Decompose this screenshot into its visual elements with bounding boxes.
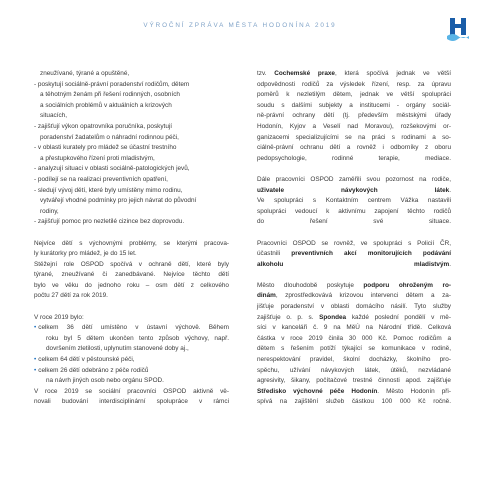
text-segment: Pracovníci OSPOD se rovněž, ve spolupráci s Policií ČR, bbox=[257, 239, 451, 247]
text-segment: ganizacemi specializujícími se na práci s rodinami a so- bbox=[257, 133, 451, 141]
text-line bbox=[257, 355, 451, 366]
text-line bbox=[257, 80, 451, 91]
text-segment: . bbox=[449, 186, 451, 194]
text-line bbox=[34, 387, 229, 398]
text-line bbox=[34, 334, 229, 345]
bold-text: Středisko výchovné péče Hodonín bbox=[257, 387, 378, 395]
text-line bbox=[257, 207, 451, 218]
bold-text: Cochemské praxe bbox=[274, 70, 335, 77]
text-segment: soudu s dalšími subjekty a institucemi - orgány sociál- bbox=[257, 101, 451, 109]
text-line bbox=[34, 122, 229, 133]
text-line bbox=[34, 260, 229, 271]
text-line bbox=[34, 111, 229, 122]
text-line-content: V roce 2019 se sociální pracovníci OSPOD aktivně vě- bbox=[34, 387, 229, 395]
hodonin-logo-icon bbox=[447, 16, 469, 42]
text-line bbox=[34, 291, 229, 302]
text-line-content: dovršením zletilosti, uplynutím stanovené doby aj., bbox=[46, 345, 189, 353]
text-line bbox=[34, 270, 229, 281]
text-segment: agresivity, šikany, počítačové trestné činnosti apod. zajišťuje bbox=[257, 377, 451, 385]
text-line bbox=[257, 334, 451, 345]
text-line-content: - analyzují situaci v oblasti sociálně-patologických jevů, bbox=[34, 165, 190, 173]
text-line bbox=[257, 291, 451, 302]
text-line-content: ly kurátorky pro mládež, je do 15 let. bbox=[34, 250, 137, 258]
text-line bbox=[34, 186, 229, 197]
text-segment: , která spočívá jednak ve větší bbox=[334, 70, 451, 77]
text-line bbox=[34, 90, 229, 101]
text-line-content: - zajišťují pomoc pro nezletilé cizince bez doprovodu. bbox=[34, 218, 185, 226]
text-segment: . bbox=[449, 260, 451, 268]
text-line bbox=[34, 196, 229, 207]
right-column bbox=[257, 69, 451, 408]
text-line-content: celkem 26 dětí odebráno z péče rodičů bbox=[38, 366, 149, 374]
text-line-content: situacích, bbox=[40, 112, 67, 120]
text-line-content: rodiny, bbox=[40, 207, 59, 215]
text-line bbox=[257, 249, 451, 260]
text-line bbox=[34, 323, 229, 334]
text-line bbox=[257, 376, 451, 387]
text-line-content: bylo ve věku do jednoho roku – osm dětí z celkového bbox=[34, 281, 229, 289]
text-line bbox=[34, 80, 229, 91]
text-line-content: - v oblasti kurately pro mládež se účastní trestního bbox=[34, 144, 177, 152]
text-line bbox=[34, 143, 229, 154]
text-line bbox=[257, 323, 451, 334]
text-line bbox=[257, 175, 451, 186]
text-line bbox=[257, 196, 451, 207]
bold-text: alkoholu mladistvým bbox=[257, 260, 450, 268]
text-line bbox=[34, 69, 229, 80]
text-line bbox=[34, 355, 229, 366]
text-line-content: poradenství žadatelům o náhradní rodinnou péči, bbox=[40, 133, 179, 141]
bold-text: preventivních akcí monitorujících podávání bbox=[291, 250, 451, 258]
text-line-content: zneužívané, týrané a opuštěné, bbox=[40, 70, 130, 77]
text-line bbox=[257, 366, 451, 377]
bold-text: dinám bbox=[257, 292, 276, 300]
paragraph-gap bbox=[34, 228, 229, 239]
paragraph-gap bbox=[257, 270, 451, 281]
text-segment: do řešení své situace. bbox=[257, 218, 451, 226]
text-line-content: Nejvíce dětí s výchovnými problémy, se kterými pracova- bbox=[34, 239, 229, 247]
text-line bbox=[257, 217, 451, 228]
text-line bbox=[257, 111, 451, 122]
text-segment: ciálně-právní ochranu dětí a rovněž i odborníky z oboru bbox=[257, 144, 451, 152]
text-line bbox=[257, 313, 451, 324]
text-line bbox=[257, 387, 451, 398]
text-line bbox=[34, 239, 229, 250]
text-line bbox=[34, 344, 229, 355]
bold-text: podporu ohroženým ro- bbox=[363, 281, 451, 289]
text-line bbox=[257, 101, 451, 112]
text-line bbox=[34, 217, 229, 228]
text-segment: spívá na zajištění služeb částkou 100 000 Kč ročně. bbox=[257, 398, 451, 406]
text-line bbox=[257, 90, 451, 101]
bold-text: uživatele návykových látek bbox=[257, 186, 450, 194]
text-line bbox=[257, 69, 451, 80]
text-line-content: V roce 2019 bylo: bbox=[34, 313, 84, 321]
text-line bbox=[257, 281, 451, 292]
text-segment: ně-právní ochrany dětí (tj. především městskými úřady bbox=[257, 112, 451, 120]
text-line bbox=[34, 175, 229, 186]
text-segment: . Město Hodonín při- bbox=[377, 387, 451, 395]
text-segment: Hodonín, Kyjov a Veselí nad Moravou), rozšekovými or- bbox=[257, 122, 451, 130]
text-line bbox=[257, 344, 451, 355]
text-segment: tzv. bbox=[257, 70, 275, 77]
text-segment: jišťuje poradenství v oblasti domácího násilí. Tyto služby bbox=[257, 303, 451, 311]
paragraph-gap bbox=[257, 164, 451, 175]
text-segment: Ve spolupráci s Kontaktním centrem Vážka nastavili bbox=[257, 197, 451, 205]
text-line bbox=[257, 260, 451, 271]
text-line bbox=[34, 376, 229, 387]
text-line bbox=[34, 154, 229, 165]
text-line-content: na návrh jiných osob nebo orgánu SPOD. bbox=[46, 377, 164, 385]
bullet-icon: • bbox=[34, 366, 37, 374]
text-segment: dětem s řešením potíží týkající se komunikace v rodině, bbox=[257, 345, 451, 353]
text-line bbox=[257, 143, 451, 154]
text-segment: spěchu, užívání návykových látek, útěků, nezvládané bbox=[257, 366, 451, 374]
page-header: VÝROČNÍ ZPRÁVA MĚSTA HODONÍNA 2019 bbox=[143, 22, 337, 29]
text-line bbox=[34, 164, 229, 175]
text-line bbox=[34, 281, 229, 292]
paragraph-gap bbox=[34, 302, 229, 313]
text-segment: síci v kanceláři č. 9 na MěÚ na Národní třídě. Celková bbox=[257, 324, 451, 332]
text-line bbox=[34, 101, 229, 112]
text-line-content: - podílejí se na realizaci preventivních opatření, bbox=[34, 175, 168, 183]
text-line bbox=[257, 122, 451, 133]
text-line-content: a těhotným ženám při řešení rodinných, osobních bbox=[40, 91, 180, 99]
text-line-content: celkem 36 dětí umístěno v ústavní výchově. Během bbox=[38, 324, 229, 332]
text-line-content: novali budování interdisciplinární spolupráce v rámci bbox=[34, 398, 229, 406]
text-line bbox=[257, 133, 451, 144]
text-line bbox=[257, 397, 451, 408]
text-segment: zajišťuje o. p. s. bbox=[257, 313, 320, 321]
bullet-icon: • bbox=[34, 324, 37, 332]
left-column bbox=[34, 69, 229, 408]
text-line bbox=[34, 313, 229, 324]
text-segment: , zprostředkovává krizovou intervenci dětem a za- bbox=[275, 292, 451, 300]
text-line bbox=[34, 249, 229, 260]
text-line bbox=[34, 133, 229, 144]
text-line-content: vytvářejí vhodné podmínky pro jejich návrat do původní bbox=[40, 197, 197, 205]
text-line-content: roku byl 5 dětem ukončen tento způsob výchovy, např. bbox=[46, 334, 229, 342]
text-segment: částka v roce 2019 činila 30 000 Kč. Pomoc rodičům a bbox=[257, 334, 451, 342]
text-line-content: a přestupkového řízení proti mladistvým, bbox=[40, 154, 155, 162]
text-line bbox=[257, 154, 451, 165]
text-segment: Dále pracovníci OSPOD zaměřili svou pozornost na rodiče, bbox=[257, 175, 451, 183]
text-line-content: - poskytují sociálně-právní poradenství rodičům, dětem bbox=[34, 80, 190, 88]
text-line-content: Stěžejní role OSPOD spočívá v ochraně dětí, které byly bbox=[34, 260, 229, 268]
text-line bbox=[34, 397, 229, 408]
text-segment: nerespektování pravidel, školní docházky, školního pro- bbox=[257, 356, 451, 364]
text-segment: spolupráci vedoucí k aktivnímu zapojení těchto rodičů bbox=[257, 207, 451, 215]
text-line-content: týrané, zneužívané či zanedbávané. Nejvíce těchto dětí bbox=[34, 271, 229, 279]
text-segment: Město dlouhodobě poskytuje bbox=[257, 281, 364, 289]
text-line bbox=[257, 239, 451, 250]
text-line-content: - sledují vývoj dětí, které byly umístěny mimo rodinu, bbox=[34, 186, 183, 194]
text-segment: účastnili bbox=[257, 250, 292, 258]
text-segment: pedopsychologie, rodinné terapie, mediace. bbox=[257, 154, 451, 162]
text-segment: každé poslední pondělí v mě- bbox=[346, 313, 451, 321]
bullet-icon: • bbox=[34, 356, 37, 364]
bold-text: Spondea bbox=[319, 313, 347, 321]
text-line-content: počtu 27 dětí za rok 2019. bbox=[34, 292, 108, 300]
text-line-content: celkem 64 dětí v pěstounské péči, bbox=[38, 356, 135, 364]
text-line bbox=[34, 366, 229, 377]
text-line bbox=[257, 302, 451, 313]
text-line-content: - zajišťují výkon opatrovníka poručníka, poskytují bbox=[34, 122, 173, 130]
text-line-content: a sociálních problémů v aktuálních a krizových bbox=[40, 101, 172, 109]
text-segment: odpovědnosti rodičů za výsledek řízení, resp. za úpravu bbox=[257, 80, 451, 88]
paragraph-gap bbox=[257, 228, 451, 239]
text-segment: poměrů k nezletilým dětem, jednak ve větší spolupráci bbox=[257, 91, 451, 99]
text-line bbox=[257, 186, 451, 197]
text-line bbox=[34, 207, 229, 218]
